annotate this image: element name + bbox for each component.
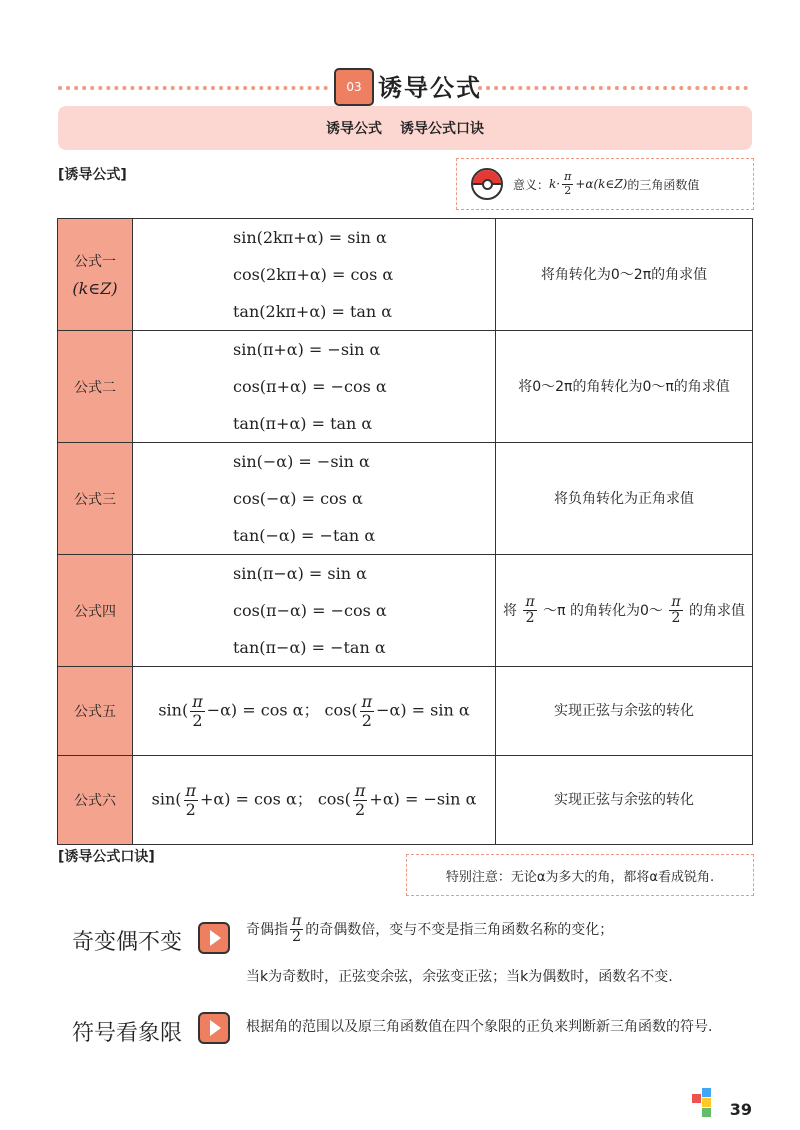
mnemonic2-text: 根据角的范围以及原三角函数值在四个象限的正负来判断新三角函数的符号. [246,1019,713,1035]
formula-desc: 将 $\frac{\pi}{2}$ ～π 的角转化为0～ $\frac{\pi}{2}$ 的角求值 [496,555,753,667]
formula-name: 公式二 [58,331,133,443]
mnemonic-fraction: $\frac{\pi}{2}$ [292,913,302,946]
formula-desc: 将0～2π的角转化为0～π的角求值 [496,331,753,443]
formula-name: 公式四 [58,555,133,667]
formula-lines: sin(−α) = −sin α cos(−α) = cos α tan(−α) = −tan α [133,443,496,555]
play-arrow-icon [198,922,230,954]
table-row [58,756,753,845]
page-number: 39 [729,1100,752,1119]
header-dots-left [58,86,328,90]
formula-expression: sin( $\frac{\pi}{2}$ +α) = cos α； cos( $\frac{\pi}{2}$ +α) = −sin α [133,756,496,845]
table-row [58,443,753,555]
formula-lines: sin(π−α) = sin α cos(π−α) = −cos α tan(π−α) = −tan α [133,555,496,667]
expr-fraction: $\frac{\pi}{2}$ [354,780,366,819]
expr-fraction: $\frac{\pi}{2}$ [192,691,203,730]
formula-name: 公式六 [58,756,133,845]
play-arrow-icon [198,1012,230,1044]
note-special: 特别注意：无论α为多大的角，都将α看成锐角. [406,854,754,896]
formula-name: 公式五 [58,667,133,756]
table-row [58,219,753,331]
formula-lines: sin(π+α) = −sin α cos(π+α) = −cos α tan(π+α) = tan α [133,331,496,443]
formula-desc: 实现正弦与余弦的转化 [496,756,753,845]
formula-lines: sin(2kπ+α) = sin α cos(2kπ+α) = cos α tan(2kπ+α) = tan α [133,219,496,331]
label-formulas: [诱导公式] [58,167,127,183]
mnemonic2-title: 符号看象限 [72,1021,183,1046]
desc-fraction: $\frac{\pi}{2}$ [525,593,535,626]
meaning-fraction: π 2 [564,170,572,197]
mnemonic1-title: 奇变偶不变 [72,930,183,955]
table-row [58,667,753,756]
publisher-logo-icon [692,1088,720,1120]
formula-desc: 将角转化为0～2π的角求值 [496,219,753,331]
table-row [58,555,753,667]
formula-name: 公式一 (k∈Z) [58,219,133,331]
banner-part2: 诱导公式口诀 [400,121,484,137]
mnemonic1-line2: 当k为奇数时，正弦变余弦，余弦变正弦；当k为偶数时，函数名不变. [246,969,673,985]
expr-fraction: $\frac{\pi}{2}$ [185,780,197,819]
pokeball-icon [471,168,503,200]
formula-desc: 实现正弦与余弦的转化 [496,667,753,756]
header-dots-right [478,86,748,90]
expr-fraction: $\frac{\pi}{2}$ [361,691,373,730]
formula-name: 公式三 [58,443,133,555]
desc-fraction: $\frac{\pi}{2}$ [671,593,681,626]
table-row [58,331,753,443]
topic-banner [58,106,752,150]
section-title: 诱导公式 [378,74,482,102]
formula-table [57,218,753,845]
banner-part1: 诱导公式 [326,121,382,137]
formula-desc: 将负角转化为正角求值 [496,443,753,555]
note-meaning: 意义： k· π 2 +α(k∈Z) 的三角函数值 [456,158,754,210]
mnemonic1-line1: 奇偶指 $\frac{\pi}{2}$ 的奇偶数倍，变与不变是指三角函数名称的变化； [246,913,614,946]
formula-expression: sin( $\frac{\pi}{2}$ −α) = cos α； cos( $\frac{\pi}{2}$ −α) = sin α [133,667,496,756]
section-number-badge: 03 [334,68,374,106]
label-mnemonic: [诱导公式口诀] [58,849,155,865]
